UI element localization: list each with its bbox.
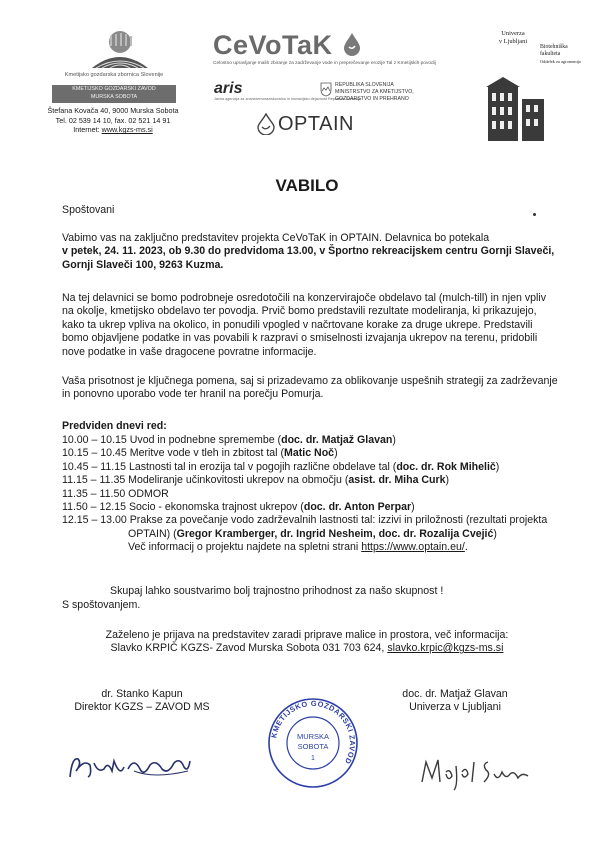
kgzs-logo-name: Kmetijsko gozdarska zbornica Slovenije xyxy=(64,72,164,78)
agenda-item xyxy=(62,488,547,501)
details-line: bomo objavljene podatke in vas povabili k razpravi o smiselnosti izvajanja ukrepov na terenu, pridobili xyxy=(62,332,538,345)
uni-line2: v Ljubljani xyxy=(498,38,528,46)
slovenia-coat-of-arms-icon xyxy=(320,82,332,97)
paragraph-details xyxy=(62,292,546,359)
stamp-city-line1: MURSKA xyxy=(296,732,330,741)
details-line: kako ta ukrep vpliva na okolico, in ponudili vpogled v načrtovane korake za druge ukrepe. Predstavili xyxy=(62,318,533,331)
agenda-item-speaker: Matic Noč xyxy=(284,447,335,460)
agenda-item-text: 10.45 – 11.15 Lastnosti tal in erozija tal v pogojih različne obdelave tal ( xyxy=(62,460,397,473)
agenda-item xyxy=(62,447,547,460)
kgzs-website-link[interactable]: www.kgzs-ms.si xyxy=(101,125,153,135)
registration-email-link[interactable]: slavko.krpic@kgzs-ms.si xyxy=(387,642,504,655)
agenda-item xyxy=(62,461,547,474)
university-building-logo xyxy=(478,73,558,143)
details-line: nove podatke in vaše dragocene povratne informacije. xyxy=(62,345,317,358)
water-drop-icon xyxy=(343,32,361,56)
paragraph-importance xyxy=(62,375,558,402)
optain-website-link[interactable]: https://www.optain.eu/ xyxy=(361,541,465,554)
optain-drop-icon xyxy=(256,113,276,135)
stamp-number: 1 xyxy=(311,755,315,762)
intro-line2: v petek, 24. 11. 2023, ob 9.30 do predvidoma 13.00, v Športno rekreacijskem centru Gornji Slaveči, xyxy=(62,245,555,258)
agenda-item-end: ) xyxy=(392,434,396,446)
kgzs-banner-line1: KMETIJSKO GOZDARSKI ZAVOD xyxy=(72,86,156,92)
aris-logo: aris xyxy=(214,80,243,97)
agenda-item-last-line2 xyxy=(62,528,547,541)
signature-right-block xyxy=(375,688,535,715)
more-info-text: Več informacij o projektu najdete na spletni strani xyxy=(128,541,362,554)
agenda-item-last-line1: 12.15 – 13.00 Prakse za povečanje vodo zadrževalnih lastnosti tal: izzivi in priložnosti (rezultati projekta xyxy=(62,514,548,527)
page-title: VABILO xyxy=(275,176,339,195)
cevotak-logo-text: CeVoTaK xyxy=(213,30,333,60)
registration-contact: Slavko KRPIČ KGZS- Zavod Murska Sobota 031 703 624, xyxy=(110,642,388,655)
sig-right-name: doc. dr. Matjaž Glavan xyxy=(402,688,508,700)
kgzs-internet-label: Internet: xyxy=(73,125,100,135)
agenda-item-speaker: doc. dr. Matjaž Glavan xyxy=(281,434,393,446)
details-line: Na tej delavnici se bomo podrobneje osredotočili na konzervirajoče obdelavo tal (mulch-till) in njen vpliv xyxy=(62,292,547,304)
intro-line3: Gornji Slaveči 100, 9263 Kuzma. xyxy=(62,258,224,271)
optain-logo: OPTAIN xyxy=(278,113,354,135)
importance-line: Vaša prisotnost je ključnega pomena, saj si prizadevamo za oblikovanje uspešnih strategij za zadrževanje xyxy=(62,375,558,387)
rs-line1: REPUBLIKA SLOVENIJA xyxy=(335,82,394,88)
stamp-city-line2: SOBOTA xyxy=(297,742,329,751)
kgzs-banner xyxy=(52,85,176,103)
bf-line3: Oddelek za agronomijo xyxy=(540,59,582,64)
bf-line1: Biotehniška xyxy=(540,44,568,50)
agenda-list xyxy=(62,434,547,555)
kgzs-internet-row xyxy=(28,125,198,135)
agenda-item-text: 11.35 – 11.50 ODMOR xyxy=(62,487,169,500)
agenda-last-end: ) xyxy=(493,527,497,540)
agenda-item-text: 11.15 – 11.35 Modeliranje učinkovitosti ukrepov na območju ( xyxy=(62,474,349,487)
kgzs-address-block xyxy=(28,106,198,135)
kgzs-phone: Tel. 02 539 14 10, fax. 02 521 14 91 xyxy=(55,115,171,125)
details-line: na okolje, kmetijsko obdelavo ter povodja. Prvič bomo predstavili rezultate modeliranja, ki prikazujejo, xyxy=(62,305,537,318)
cevotak-tagline: Celostno upravljanje malih zbiranje za zadrževanje vode in preprečevanje erozije Tal z Kmetijskih povodij xyxy=(213,61,436,66)
paragraph-intro xyxy=(62,232,554,272)
faculty-name xyxy=(540,44,581,65)
handwritten-signature-left xyxy=(64,749,194,785)
uni-line1: Univerza xyxy=(501,30,525,37)
agenda-last-text: OPTAIN) ( xyxy=(128,527,177,540)
kgzs-address: Štefana Kovača 40, 9000 Murska Sobota xyxy=(47,106,179,115)
agenda-item-speaker: doc. dr. Rok Mihelič xyxy=(396,460,496,473)
agenda-item xyxy=(62,501,547,514)
agenda-item-text: 10.00 – 10.15 Uvod in podnebne spremembe ( xyxy=(62,434,282,446)
registration-block xyxy=(0,629,614,656)
agenda-item xyxy=(62,434,547,447)
closing-line: Skupaj lahko soustvarimo bolj trajnostno prihodnost za našo skupnost ! xyxy=(110,585,444,597)
kgzs-logo xyxy=(86,28,154,74)
ministry-block xyxy=(335,82,414,102)
sig-left-title: Direktor KGZS – ZAVOD MS xyxy=(74,701,210,714)
intro-line1: Vabimo vas na zaključno predstavitev projekta CeVoTaK in OPTAIN. Delavnica bo potekala xyxy=(62,232,490,244)
university-name xyxy=(488,30,538,46)
sig-left-name: dr. Stanko Kapun xyxy=(101,688,183,700)
kgzs-banner-line2: MURSKA SOBOTA xyxy=(90,94,138,100)
agenda-item-end: ) xyxy=(445,474,450,487)
more-info-end: . xyxy=(464,541,468,554)
agenda-last-speakers: Gregor Kramberger, dr. Ingrid Nesheim, doc. dr. Rozalija Cvejić xyxy=(176,527,494,540)
registration-line2 xyxy=(0,642,614,655)
agenda-item-end: ) xyxy=(495,460,500,473)
official-stamp xyxy=(267,697,359,789)
rs-line3: GOZDARSTVO IN PREHRANO xyxy=(335,95,409,102)
agenda-item-end: ) xyxy=(411,501,415,514)
sig-right-title: Univerza v Ljubljani xyxy=(409,701,501,714)
stamp-outer-text: KMETIJSKO GOZDARSKI ZAVOD xyxy=(269,698,358,766)
aris-tagline: Javna agencija za znanstvenoraziskovalno in inovacijsko dejavnost Republike Slovenije xyxy=(214,97,362,101)
agenda-item-speaker: doc. dr. Anton Perpar xyxy=(303,501,412,514)
bf-line2: fakulteta xyxy=(540,51,561,57)
agenda-item-end: ) xyxy=(334,447,338,460)
more-info-line xyxy=(62,541,547,554)
agenda-item-text: 10.15 – 10.45 Meritve vode v tleh in zbitost tal ( xyxy=(62,447,285,460)
greeting: Spoštovani xyxy=(62,204,115,216)
agenda-title: Predviden dnevi red: xyxy=(62,420,167,432)
agenda-item-text: 11.50 – 12.15 Socio - ekonomska trajnost ukrepov ( xyxy=(62,501,304,514)
agenda-item-speaker: asist. dr. Miha Curk xyxy=(348,474,446,487)
importance-line: in ponovno uporabo vode ter hranil na porečju Pomurja. xyxy=(62,388,324,401)
signature-left-block xyxy=(62,688,222,715)
handwritten-signature-right xyxy=(418,752,538,792)
rs-line2: MINISTRSTVO ZA KMETIJSTVO, xyxy=(335,88,414,95)
agenda-item xyxy=(62,474,547,487)
regards: S spoštovanjem. xyxy=(62,599,141,611)
decorative-dot xyxy=(533,213,536,216)
cevotak-logo xyxy=(213,30,361,61)
registration-line1: Zaželeno je prijava na predstavitev zaradi priprave malice in prostora, več informacija: xyxy=(105,629,509,641)
